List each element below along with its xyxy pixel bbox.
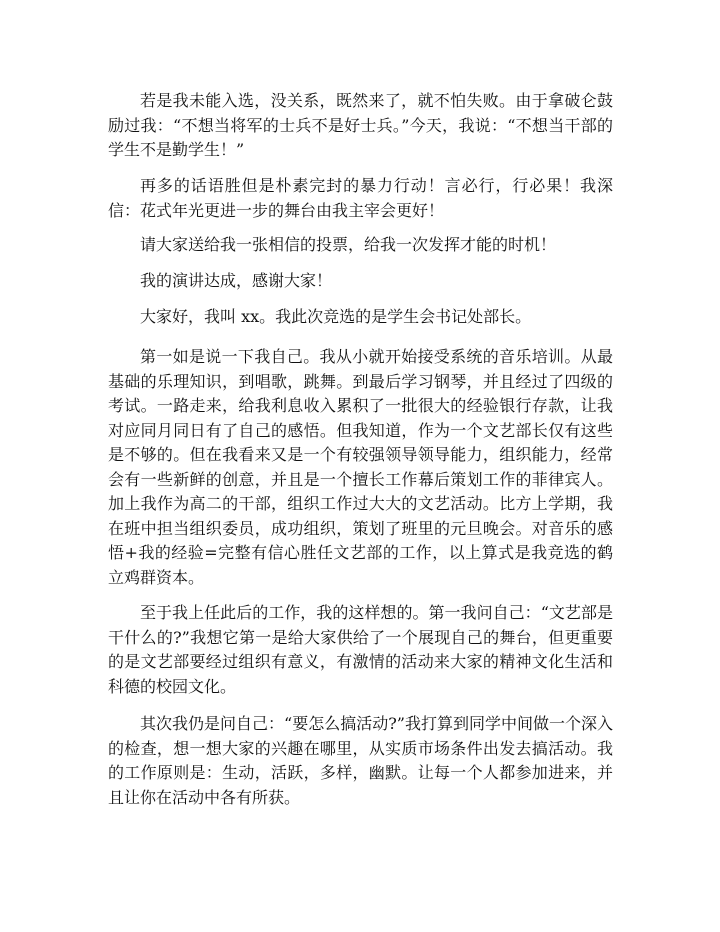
paragraph-text: 若是我未能入选，没关系，既然来了，就不怕失败。由于拿破仑鼓励过我：“不想当将军的士兵不是好士兵。”今天，我说：“不想当干部的学生不是勤学生！”	[108, 91, 613, 159]
paragraph-text: 大家好，我叫 xx。我此次竞选的是学生会书记处部长。	[140, 307, 532, 326]
paragraph-4	[108, 269, 613, 294]
paragraph-1	[108, 89, 613, 163]
paragraph-2	[108, 174, 613, 223]
paragraph-text: 请大家送给我一张相信的投票，给我一次发挥才能的时机！	[140, 235, 557, 254]
paragraph-5	[108, 305, 613, 330]
paragraph-text: 其次我仍是问自己：“要怎么搞活动?”我打算到同学中间做一个深入的检查，想一想大家的兴趣在哪里，从实质市场条件出发去搞活动。我的工作原则是：生动，活跃，多样，幽默。让每一个人都参加进来，并且让你在活动中各有所获。	[108, 714, 613, 807]
paragraph-text: 至于我上任此后的工作，我的这样想的。第一我问自己：“文艺部是干什么的?”我想它第一是给大家供给了一个展现自己的舞台，但更重要的是文艺部要经过组织有意义，有激情的活动来大家的精神文化生活和科德的校园文化。	[108, 603, 613, 696]
paragraph-8	[108, 712, 613, 810]
paragraph-text: 我的演讲达成，感谢大家！	[140, 271, 333, 290]
paragraph-7	[108, 601, 613, 699]
paragraph-text: 第一如是说一下我自己。我从小就开始接受系统的音乐培训。从最基础的乐理知识，到唱歌，跳舞。到最后学习钢琴，并且经过了四级的考试。一路走来，给我利息收入累积了一批很大的经验银行存款，让我对应同月同日有了自己的感悟。但我知道，作为一个文艺部长仅有这些是不够的。但在我看来又是一个有较强领导领导能力，组织能力，经常会有一些新鲜的创意，并且是一个擅长工作幕后策划工作的菲律宾人。加上我作为高二的干部，组织工作过大大的文艺活动。比方上学期，我在班中担当组织委员，成功组织，策划了班里的元旦晚会。对音乐的感悟+我的经验=完整有信心胜任文艺部的工作，以上算式是我竞选的鹤立鸡群资本。	[108, 347, 613, 587]
paragraph-text: 再多的话语胜但是朴素完封的暴力行动！言必行，行必果！我深信：花式年光更进一步的舞台由我主宰会更好！	[108, 176, 613, 220]
paragraph-3	[108, 233, 613, 258]
paragraph-6	[108, 345, 613, 590]
